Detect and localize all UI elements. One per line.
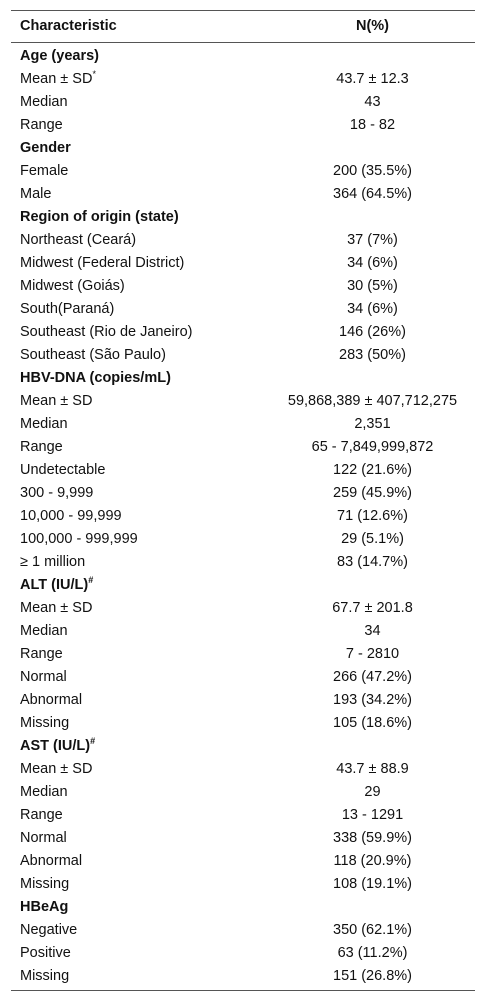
- section-header-row: [11, 137, 475, 160]
- label-text: Male: [20, 186, 52, 202]
- label-text: Median: [20, 784, 68, 800]
- table-body: [11, 43, 475, 990]
- table-row: [11, 436, 475, 459]
- label-text: South(Paraná): [20, 301, 115, 317]
- label-text: Median: [20, 416, 68, 432]
- section-label: [11, 45, 274, 68]
- label-text: Mean ± SD: [20, 393, 93, 409]
- table-row: [11, 505, 475, 528]
- row-value: 34 (6%): [347, 255, 398, 271]
- row-label: [11, 643, 274, 666]
- row-value: 200 (35.5%): [333, 163, 412, 179]
- label-text: Mean ± SD: [20, 761, 93, 777]
- table-row: [11, 850, 475, 873]
- footnote-marker: #: [88, 575, 94, 586]
- label-text: ALT (IU/L): [20, 577, 89, 593]
- row-label: [11, 298, 274, 321]
- row-label: [11, 91, 274, 114]
- section-label: [11, 137, 274, 160]
- row-label: [11, 689, 274, 712]
- header-characteristic: Characteristic: [20, 18, 117, 34]
- row-value: 43.7 ± 88.9: [336, 761, 409, 777]
- row-value: 34: [364, 623, 381, 639]
- row-value: 63 (11.2%): [337, 945, 408, 961]
- table-row: [11, 459, 475, 482]
- row-label: [11, 850, 274, 873]
- label-text: ≥ 1 million: [20, 554, 86, 570]
- label-text: HBeAg: [20, 899, 69, 915]
- row-label: [11, 505, 274, 528]
- row-value: 67.7 ± 201.8: [332, 600, 413, 616]
- table-row: [11, 873, 475, 896]
- section-header-row: [11, 45, 475, 68]
- characteristics-table: [11, 10, 475, 991]
- row-value: 118 (20.9%): [333, 853, 412, 869]
- table-row: [11, 275, 475, 298]
- label-text: Mean ± SD: [20, 600, 93, 616]
- row-label: [11, 68, 274, 91]
- row-label: [11, 459, 274, 482]
- table-row: [11, 827, 475, 850]
- row-label: [11, 252, 274, 275]
- label-text: Normal: [20, 669, 67, 685]
- table-row: [11, 804, 475, 827]
- label-text: Median: [20, 94, 68, 110]
- label-text: Range: [20, 439, 63, 455]
- row-label: [11, 781, 274, 804]
- row-label: [11, 160, 274, 183]
- footnote-marker: #: [90, 736, 96, 747]
- row-value: 65 - 7,849,999,872: [311, 439, 434, 455]
- row-value: 151 (26.8%): [333, 968, 412, 984]
- row-label: [11, 804, 274, 827]
- section-header-row: [11, 896, 475, 919]
- row-label: [11, 942, 274, 965]
- row-value: 108 (19.1%): [333, 876, 412, 892]
- label-text: Midwest (Goiás): [20, 278, 125, 294]
- section-label: [11, 574, 274, 597]
- row-value: 83 (14.7%): [337, 554, 408, 570]
- section-label: [11, 206, 274, 229]
- section-header-row: [11, 735, 475, 758]
- table-row: [11, 482, 475, 505]
- row-value: 105 (18.6%): [333, 715, 412, 731]
- label-text: 300 - 9,999: [20, 485, 94, 501]
- table-row: [11, 781, 475, 804]
- row-label: [11, 965, 274, 988]
- row-label: [11, 390, 274, 413]
- table-row: [11, 758, 475, 781]
- table-row: [11, 919, 475, 942]
- label-text: AST (IU/L): [20, 738, 91, 754]
- table-row: [11, 229, 475, 252]
- row-value: 259 (45.9%): [333, 485, 412, 501]
- table-header: [11, 11, 475, 43]
- table-row: [11, 528, 475, 551]
- table-row: [11, 183, 475, 206]
- table-row: [11, 620, 475, 643]
- section-label: [11, 896, 274, 919]
- row-value: 193 (34.2%): [333, 692, 412, 708]
- row-label: [11, 114, 274, 137]
- row-value: 29 (5.1%): [341, 531, 404, 547]
- table-row: [11, 643, 475, 666]
- table-row: [11, 689, 475, 712]
- footnote-marker: *: [92, 69, 96, 80]
- label-text: Female: [20, 163, 69, 179]
- label-text: Gender: [20, 140, 71, 156]
- table-row: [11, 160, 475, 183]
- label-text: Abnormal: [20, 853, 83, 869]
- label-text: Median: [20, 623, 68, 639]
- row-label: [11, 436, 274, 459]
- row-label: [11, 551, 274, 574]
- header-n-percent: N(%): [355, 18, 390, 34]
- section-label: [11, 367, 274, 390]
- table-row: [11, 344, 475, 367]
- row-label: [11, 873, 274, 896]
- row-value: 122 (21.6%): [333, 462, 412, 478]
- table-row: [11, 413, 475, 436]
- row-label: [11, 482, 274, 505]
- table-row: [11, 91, 475, 114]
- row-value: 43: [364, 94, 381, 110]
- row-value: 37 (7%): [347, 232, 398, 248]
- row-value: 18 - 82: [349, 117, 396, 133]
- row-value: 30 (5%): [347, 278, 398, 294]
- row-label: [11, 344, 274, 367]
- row-value: 283 (50%): [339, 347, 406, 363]
- label-text: Negative: [20, 922, 78, 938]
- table-row: [11, 390, 475, 413]
- row-label: [11, 528, 274, 551]
- row-label: [11, 758, 274, 781]
- row-label: [11, 620, 274, 643]
- row-label: [11, 827, 274, 850]
- row-value: 350 (62.1%): [333, 922, 412, 938]
- label-text: Midwest (Federal District): [20, 255, 185, 271]
- label-text: Positive: [20, 945, 71, 961]
- row-label: [11, 275, 274, 298]
- label-text: 10,000 - 99,999: [20, 508, 122, 524]
- row-label: [11, 919, 274, 942]
- table-row: [11, 712, 475, 735]
- row-value: 146 (26%): [339, 324, 406, 340]
- label-text: Range: [20, 117, 63, 133]
- label-text: Mean ± SD: [20, 71, 93, 87]
- table-row: [11, 68, 475, 91]
- table-row: [11, 942, 475, 965]
- table-row: [11, 551, 475, 574]
- row-value: 71 (12.6%): [337, 508, 408, 524]
- row-value: 59,868,389 ± 407,712,275: [287, 393, 458, 409]
- table-row: [11, 298, 475, 321]
- row-value: 29: [364, 784, 381, 800]
- table-row: [11, 666, 475, 689]
- row-label: [11, 597, 274, 620]
- row-label: [11, 413, 274, 436]
- label-text: Normal: [20, 830, 67, 846]
- label-text: Range: [20, 646, 63, 662]
- row-value: 338 (59.9%): [333, 830, 412, 846]
- row-value: 2,351: [354, 416, 391, 432]
- table-row: [11, 114, 475, 137]
- label-text: Range: [20, 807, 63, 823]
- label-text: Region of origin (state): [20, 209, 179, 225]
- section-header-row: [11, 206, 475, 229]
- label-text: Age (years): [20, 48, 99, 64]
- row-value: 7 - 2810: [345, 646, 400, 662]
- row-label: [11, 183, 274, 206]
- row-label: [11, 666, 274, 689]
- label-text: Undetectable: [20, 462, 106, 478]
- section-header-row: [11, 574, 475, 597]
- table-row: [11, 597, 475, 620]
- label-text: 100,000 - 999,999: [20, 531, 138, 547]
- label-text: Missing: [20, 715, 70, 731]
- label-text: Abnormal: [20, 692, 83, 708]
- label-text: HBV-DNA (copies/mL): [20, 370, 171, 386]
- section-label: [11, 735, 274, 758]
- label-text: Missing: [20, 968, 70, 984]
- label-text: Southeast (São Paulo): [20, 347, 166, 363]
- table-row: [11, 965, 475, 988]
- row-label: [11, 321, 274, 344]
- label-text: Southeast (Rio de Janeiro): [20, 324, 193, 340]
- section-header-row: [11, 367, 475, 390]
- row-label: [11, 712, 274, 735]
- row-value: 266 (47.2%): [333, 669, 412, 685]
- row-value: 364 (64.5%): [333, 186, 412, 202]
- table-row: [11, 321, 475, 344]
- row-label: [11, 229, 274, 252]
- row-value: 43.7 ± 12.3: [336, 71, 409, 87]
- table-row: [11, 252, 475, 275]
- label-text: Northeast (Ceará): [20, 232, 137, 248]
- row-value: 34 (6%): [347, 301, 398, 317]
- label-text: Missing: [20, 876, 70, 892]
- row-value: 13 - 1291: [341, 807, 404, 823]
